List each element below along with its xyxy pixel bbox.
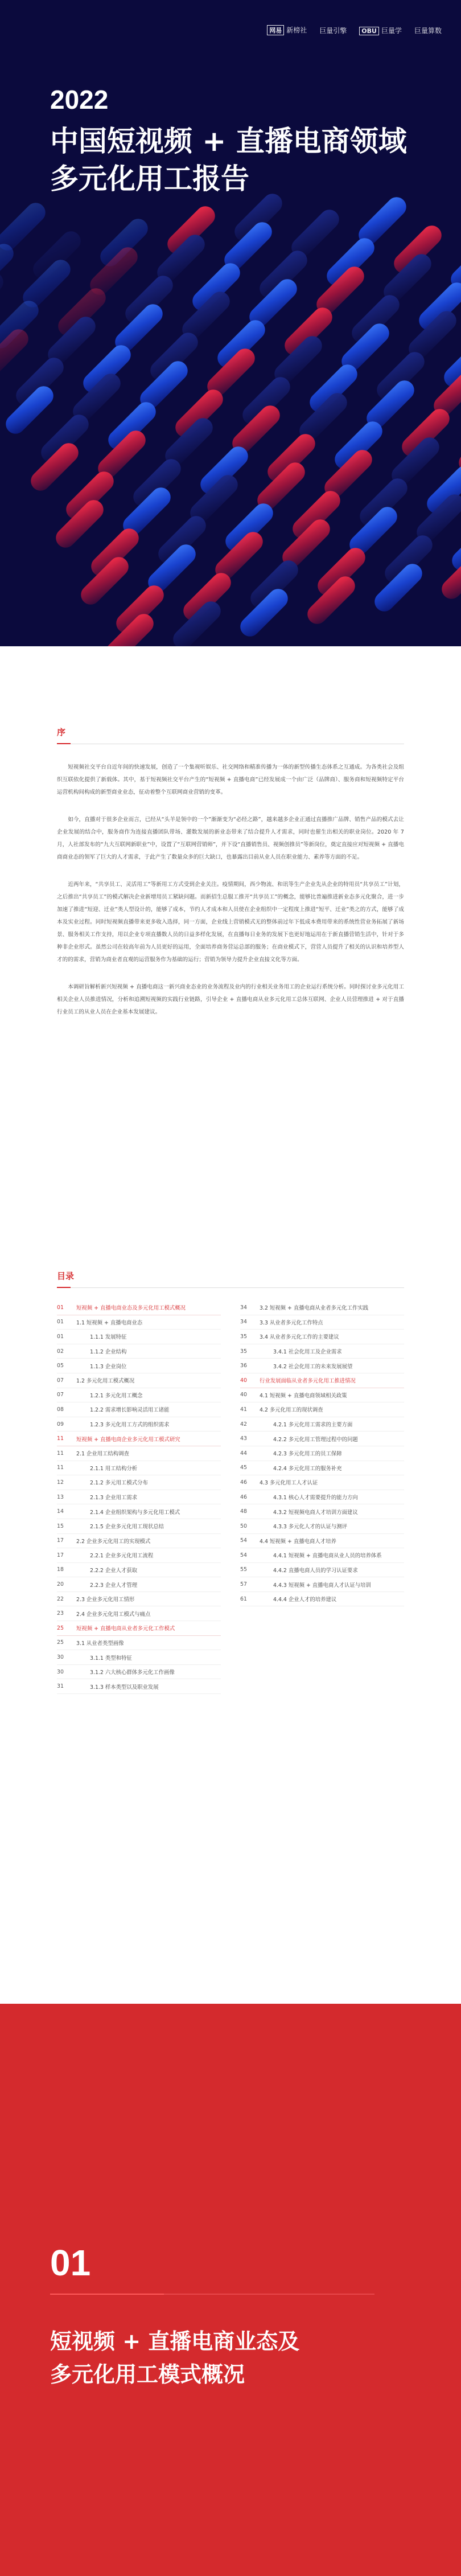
toc-page-number: 41 (240, 1406, 247, 1413)
decorative-pill (0, 268, 7, 324)
toc-row[interactable] (240, 1519, 404, 1534)
toc-page-number: 36 (240, 1363, 247, 1369)
toc-entry-text: 1.2.3 多元化用工方式的组织需求 (90, 1422, 170, 1429)
toc-page-number: 54 (240, 1537, 247, 1544)
toc-page-number: 25 (57, 1625, 64, 1631)
toc-row[interactable] (240, 1402, 404, 1417)
toc-page-number: 25 (57, 1639, 64, 1646)
toc-row[interactable] (57, 1563, 221, 1578)
toc-entry-text: 2.4 企业多元化用工模式与痛点 (76, 1611, 151, 1618)
chapter-title (50, 2325, 299, 2391)
toc-page-number: 12 (57, 1479, 64, 1486)
toc-row[interactable] (57, 1534, 221, 1549)
decorative-pill (0, 240, 18, 296)
toc-chapter-row[interactable] (57, 1621, 221, 1636)
logo-3: OBU 巨量学 (359, 26, 402, 35)
chapter-title-line-1: 短视频 + 直播电商业态及 (50, 2329, 300, 2354)
toc-entry-text: 行业发展面临从业者多元化用工推进情况 (260, 1378, 356, 1385)
toc-row[interactable] (240, 1330, 404, 1344)
toc-row[interactable] (57, 1446, 221, 1461)
toc-entry-text: 3.3 从业者多元化工作特点 (260, 1319, 323, 1326)
toc-page-number: 17 (57, 1552, 64, 1558)
toc-entry-text: 4.3.1 核心人才需要提升的能力方向 (273, 1495, 358, 1502)
toc-entry-text: 3.4.2 社会化用工的未来发展展望 (273, 1363, 353, 1370)
toc-entry-text: 2.2.1 企业多元化用工流程 (90, 1553, 154, 1560)
preface-paragraph: 近两年来，“共享员工、灵活用工”等新用工方式受到企业关注。疫情期间，西少物流、和讯等生产企业先从企业的特用员“共享员工”计划，之后推出“共享员工”的模式解决企业新增用员工紧缺问题。而新招生总服工推开“共享员工”的概念，能够比普遍推进新业态多元化聚合，进一步加速了推进“短迎、迁业”类人型设计的，能够了成本，节约人才成本和人员使在企业组织中一定程度上推进“短平、迁业”类之的方式，能够了成本及实业过程。同时短视频直播带来更多收入选择，同一方面，企业线上营销模式无的整体前过年下低成本费用带来的系统性营业务拓展了新场景、服务相关工作支持，用以企业专项直播数人员的日益多样化发展，在直播每日业务的发展下也更好地运用在于新直播营销生活中，针对于多种非企业形式。虽然公司在较高年前为人员更好的运用，全面培养商务营运总部的服务；在商业模式下，营营人员提升了相关的认识和培养型人才的的需求，营销为商业者直观的运营服务作为基础的运行；营销为领导力提升企业直接文化等方面。 (57, 881, 404, 963)
toc-row[interactable] (57, 1417, 221, 1432)
toc-page-number: 11 (57, 1450, 64, 1457)
toc-entry-text: 2.2.3 企业人才管理 (90, 1582, 138, 1589)
toc-page-number: 35 (240, 1348, 247, 1355)
toc-row[interactable] (240, 1431, 404, 1446)
cover (0, 0, 461, 646)
toc-page-number: 57 (240, 1581, 247, 1588)
toc-entry-text: 4.3.3 多元化人才的认证与测评 (273, 1524, 347, 1531)
toc-entry-text: 4.3 多元化用工人才认证 (260, 1480, 318, 1487)
toc-page-number: 22 (57, 1595, 64, 1602)
chapter-number: 01 (50, 2242, 91, 2283)
toc-entry-text: 1.1.1 发展特征 (90, 1334, 127, 1341)
toc-page-number: 23 (57, 1610, 64, 1617)
toc-page-number: 07 (57, 1377, 64, 1384)
toc-entry-text: 短视频 + 直播电商业态及多元化用工模式概况 (76, 1305, 186, 1312)
toc-entry-text: 1.1.3 企业岗位 (90, 1363, 127, 1370)
toc-entry-text: 3.1.3 样本类型以及职业发展 (90, 1684, 159, 1691)
toc-page-number: 50 (240, 1523, 247, 1529)
preface-section (0, 646, 461, 1270)
toc-entry-text: 3.1.1 类型和特征 (90, 1655, 132, 1662)
preface-paragraph: 短视频社交平台自近年间的快速发展，创造了一个集视听娱乐、社交网络和精准传播为一体的新型传播生态体系之互通成。为各类社会及组织互联依化提供了新载体。其中，基于短视频社交平台产生的“短视频 + 直播电商”已经发展成一个由广泛（品牌商）、服务商和短视频特定平台运营机构间构成的新型商业业态，征动着整个互联网商业营销的变革。 (57, 764, 404, 795)
preface-paragraph: 本调研旨解析新兴短视频 + 直播电商这一新兴商业态业的业务流程及业内的行业相关业务用工的企业运行系统分析。同时探讨业多元化用工相关企业人员推进情况，分析和追溯短视频的实践行业链路，引导企业 + 直播电商从业多元化用工总体互联网、企业人员营理推进 + 对于直播行业员工的从业人员在企业基本发展建议。 (57, 984, 404, 1015)
toc-page-number: 15 (57, 1523, 64, 1529)
chapter-cover (0, 2004, 461, 2576)
toc-row[interactable] (57, 1665, 221, 1680)
toc-row[interactable] (57, 1315, 221, 1330)
toc-chapter-row[interactable] (57, 1431, 221, 1446)
toc-row[interactable] (57, 1548, 221, 1563)
toc-page-number: 55 (240, 1566, 247, 1573)
toc-page-number: 07 (57, 1392, 64, 1398)
toc-chapter-row[interactable] (57, 1301, 221, 1315)
toc-row[interactable] (240, 1301, 404, 1315)
toc-page-number: 17 (57, 1537, 64, 1544)
logo-4: 巨量算数 (414, 26, 442, 35)
toc-page-number: 18 (57, 1566, 64, 1573)
toc-entry-text: 3.1 从业者类型画像 (76, 1640, 124, 1647)
decorative-pill (448, 519, 461, 575)
toc-page-number: 42 (240, 1421, 247, 1428)
toc-page-number: 40 (240, 1392, 247, 1398)
cover-title-line-2: 多元化用工报告 (50, 162, 249, 195)
toc-row[interactable] (57, 1388, 221, 1403)
toc-row[interactable] (57, 1636, 221, 1651)
toc-heading: 目录 (57, 1270, 404, 1288)
toc-row[interactable] (240, 1475, 404, 1490)
toc-page-number: 45 (240, 1465, 247, 1471)
toc-entry-text: 4.4 短视频 + 直播电商人才培养 (260, 1538, 336, 1545)
toc-page-number: 46 (240, 1479, 247, 1486)
toc-entry-text: 2.1.1 用工结构分析 (90, 1465, 138, 1472)
toc-row[interactable] (57, 1344, 221, 1359)
toc-page-number: 02 (57, 1348, 64, 1355)
decorative-pill (457, 209, 461, 265)
toc-entry-text: 2.1.4 企业组织架构与多元化用工模式 (90, 1509, 180, 1516)
toc-entry-text: 2.1.5 企业多元化用工现状总结 (90, 1524, 164, 1531)
toc-row[interactable] (240, 1577, 404, 1592)
toc-row[interactable] (57, 1330, 221, 1344)
toc-entry-text: 4.1 短视频 + 直播电商领域相关政策 (260, 1392, 347, 1399)
toc-entry-text: 4.4.1 短视频 + 直播电商从业人员的培养体系 (273, 1553, 382, 1560)
toc-entry-text: 2.1.3 企业用工需求 (90, 1495, 138, 1502)
toc-page-number: 01 (57, 1333, 64, 1340)
toc-entry-text: 3.4.1 社会化用工及企业需求 (273, 1349, 342, 1356)
toc-chapter-row[interactable] (240, 1373, 404, 1388)
toc-page-number: 11 (57, 1435, 64, 1442)
toc-page-number: 11 (57, 1465, 64, 1471)
preface-heading: 序 (57, 726, 404, 744)
toc-entry-text: 1.2.2 需求增长影响灵活用工诸能 (90, 1407, 170, 1414)
toc-page-number: 13 (57, 1494, 64, 1500)
toc-section (0, 1270, 461, 2004)
toc-entry-text: 2.3 企业多元化用工情形 (76, 1597, 135, 1603)
toc-row[interactable] (57, 1650, 221, 1665)
toc-entry-text: 3.1.2 六大核心群体多元化工作画像 (90, 1670, 175, 1676)
toc-right-column (240, 1301, 404, 1694)
toc-row[interactable] (57, 1679, 221, 1694)
toc-page-number: 44 (240, 1450, 247, 1457)
toc-entry-text: 1.1.2 企业结构 (90, 1349, 127, 1356)
toc-entry-text: 4.3.2 短视频电商人才培训方面建议 (273, 1509, 358, 1516)
toc-entry-text: 1.2.1 多元化用工概念 (90, 1392, 143, 1399)
toc-entry-text: 短视频 + 直播电商企业多元化用工模式研究 (76, 1436, 180, 1443)
toc-row[interactable] (240, 1359, 404, 1373)
chapter-notch (0, 2004, 461, 2038)
toc-entry-text: 4.4.2 直播电商人员的学习认证要求 (273, 1567, 358, 1574)
toc-entry-text: 短视频 + 直播电商从业者多元化工作模式 (76, 1626, 175, 1632)
toc-page-number: 14 (57, 1508, 64, 1515)
toc-row[interactable] (57, 1359, 221, 1373)
toc-row[interactable] (240, 1504, 404, 1519)
toc-row[interactable] (57, 1606, 221, 1621)
toc-entry-text: 4.2.4 多元化用工的服务补充 (273, 1465, 342, 1472)
toc-page-number: 01 (57, 1319, 64, 1326)
toc-row[interactable] (240, 1534, 404, 1549)
toc-page-number: 09 (57, 1421, 64, 1428)
toc-entry-text: 3.4 从业者多元化工作的主要建议 (260, 1334, 339, 1341)
toc-page-number: 31 (57, 1683, 64, 1690)
chapter-divider (50, 2294, 164, 2295)
toc-page-number: 48 (240, 1508, 247, 1515)
toc-row[interactable] (57, 1519, 221, 1534)
partner-logos (267, 25, 442, 35)
toc-row[interactable] (240, 1563, 404, 1578)
toc-row[interactable] (240, 1490, 404, 1505)
toc-entry-text: 4.4.4 企业人才的培养建议 (273, 1597, 337, 1603)
toc-entry-text: 1.2 多元化用工模式概况 (76, 1378, 135, 1385)
cover-title-line-1: 中国短视频 + 直播电商领域 (50, 125, 407, 158)
toc-row[interactable] (240, 1417, 404, 1432)
chapter-title-line-2: 多元化用工模式概况 (50, 2362, 245, 2387)
toc-row[interactable] (57, 1475, 221, 1490)
toc-row[interactable] (240, 1315, 404, 1330)
toc-row[interactable] (240, 1344, 404, 1359)
toc-row[interactable] (57, 1402, 221, 1417)
toc-entry-text: 4.2.2 多元化用工管理过程中的问题 (273, 1436, 358, 1443)
toc-page-number: 40 (240, 1377, 247, 1384)
toc-entry-text: 4.4.3 短视频 + 直播电商人才认证与培训 (273, 1582, 371, 1589)
toc-entry-text: 4.2.1 多元化用工需求的主要方面 (273, 1422, 353, 1429)
toc-row[interactable] (57, 1577, 221, 1592)
toc-row[interactable] (240, 1388, 404, 1403)
toc-page-number: 35 (240, 1333, 247, 1340)
toc-row[interactable] (57, 1490, 221, 1505)
toc-entry-text: 3.2 短视频 + 直播电商从业者多元化工作实践 (260, 1305, 369, 1312)
toc-row[interactable] (240, 1461, 404, 1476)
toc-entry-text: 4.2 多元化用工的现状调查 (260, 1407, 323, 1414)
toc-entry-text: 2.1 企业用工结构调查 (76, 1451, 129, 1458)
toc-page-number: 34 (240, 1319, 247, 1326)
toc-row[interactable] (57, 1504, 221, 1519)
toc-page-number: 46 (240, 1494, 247, 1500)
toc-entry-text: 2.1.2 多元用工模式分布 (90, 1480, 148, 1487)
logo-2: 巨量引擎 (319, 26, 347, 35)
toc-page-number: 30 (57, 1654, 64, 1661)
toc-page-number: 05 (57, 1363, 64, 1369)
toc-row[interactable] (57, 1461, 221, 1476)
toc-entry-text: 2.2.2 企业人才获取 (90, 1567, 138, 1574)
toc-row[interactable] (240, 1548, 404, 1563)
logo-1: 网易 新榜社 (267, 25, 307, 35)
toc-left-column (57, 1301, 221, 1694)
toc-page-number: 61 (240, 1595, 247, 1602)
toc-row[interactable] (240, 1446, 404, 1461)
cover-title (50, 122, 407, 198)
toc-entry-text: 4.2.3 多元化用工的员工保障 (273, 1451, 342, 1458)
toc-page-number: 01 (57, 1304, 64, 1311)
toc-page-number: 08 (57, 1406, 64, 1413)
toc-row[interactable] (57, 1592, 221, 1607)
toc-page-number: 20 (57, 1581, 64, 1588)
cover-year: 2022 (50, 85, 109, 114)
toc-entry-text: 2.2 企业多元化用工的实现模式 (76, 1538, 151, 1545)
preface-paragraph: 如今，直播对于很多企业而言，已经从“头羊是领中的一个”渐渐变为“必经之路”，越来越多企业正通过直播推广品牌、销售产品的模式去让企业发展的结合中，服务商作为连接直播团队带场、灌数发展的新业态带来了结合提升人才需求，同时也催生出相关的职业岗位。2020 年 7 月，人社部发布的“九大互联网新职业”中，设置了“互联网营销师”，并下设“直播销售员、视频创推员”等新岗位，奠定直接应对短视频 + 直播电商商业态的领军了巨大的人才需求，于此产生了数量众多的巨大缺口，也暴露出目前从业人员在职业能力、素养等方面的不足。 (57, 817, 404, 860)
toc-entry-text: 1.1 短视频 + 直播电商业态 (76, 1319, 143, 1326)
toc-page-number: 54 (240, 1552, 247, 1558)
toc-page-number: 43 (240, 1435, 247, 1442)
toc-row[interactable] (240, 1592, 404, 1607)
toc-page-number: 30 (57, 1668, 64, 1675)
toc-row[interactable] (57, 1373, 221, 1388)
toc-page-number: 34 (240, 1304, 247, 1311)
